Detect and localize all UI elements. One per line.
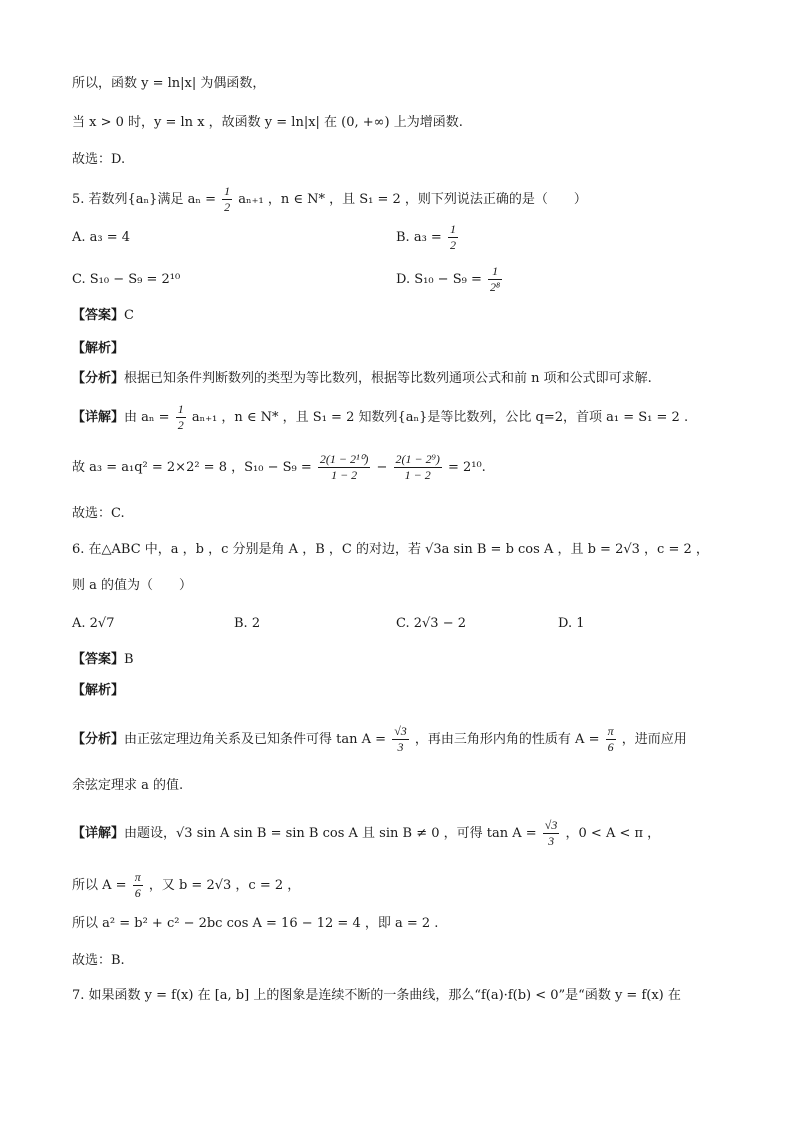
question-7-stem: 7. 如果函数 y = f(x) 在 [a, b] 上的图象是连续不断的一条曲线，那么“f(a)·f(b) < 0”是“函数 y = f(x) 在 bbox=[72, 988, 681, 1003]
stem-text: aₙ₊₁ ，n ∈ N* ，且 S₁ = 2 ，则下列说法正确的是（ ） bbox=[234, 192, 587, 207]
question-6-stem-2: 则 a 的值为（ ） bbox=[72, 578, 193, 593]
option-A: A. 2√7 bbox=[72, 616, 115, 631]
fraction: $\frac{\pi}{6}$ bbox=[607, 724, 614, 754]
answer-value: B bbox=[124, 652, 134, 667]
fraction: $\frac{√3}{3}$ bbox=[544, 818, 558, 848]
xiangjie-label: 【详解】 bbox=[72, 826, 125, 841]
question-6-stem: 6. 在△ABC 中，a ，b ，c 分别是角 A ，B ，C 的对边，若 √3a sin B = b cos A ，且 b = 2√3 ，c = 2 ， bbox=[72, 542, 709, 557]
text-line: 所以，函数 y = ln|x| 为偶函数， bbox=[72, 76, 266, 91]
option-D: D. S₁₀ − S₉ = $\frac{1}{\text{2⁸}}$ bbox=[396, 264, 501, 294]
fenxi-label: 【分析】 bbox=[72, 732, 125, 747]
fraction: $\frac{√3}{3}$ bbox=[394, 724, 407, 754]
analysis-label: 【解析】 bbox=[72, 341, 125, 356]
answer-line bbox=[72, 306, 134, 326]
fraction: $\frac{\pi}{6}$ bbox=[134, 870, 141, 900]
xiangjie-line: 【详解】由 aₙ = $\frac{1}{2}$ aₙ₊₁ ，n ∈ N* ，且 S₁ = 2 知数列{aₙ}是等比数列，公比 q=2，首项 a₁ = S₁ = 2 . bbox=[72, 402, 689, 432]
answer-label: 【答案】 bbox=[72, 652, 125, 667]
fenxi-line: 【分析】根据已知条件判断数列的类型为等比数列，根据等比数列通项公式和前 n 项和公式即可求解. bbox=[72, 371, 652, 386]
option-B: B. a₃ = $\frac{1}{2}$ bbox=[396, 222, 456, 252]
fraction: $\frac{1}{2}$ bbox=[177, 402, 184, 432]
answer-line bbox=[72, 650, 134, 670]
analysis-label: 【解析】 bbox=[72, 683, 125, 698]
fenxi-line-2: 余弦定理求 a 的值. bbox=[72, 778, 184, 793]
fraction: $\frac{\text{2(1 − 2⁹)}}{1 - 2}$ bbox=[395, 452, 440, 482]
option-B: B. 2 bbox=[234, 616, 261, 631]
text-line: 当 x > 0 时，y = ln x ，故函数 y = ln|x| 在 (0, +∞) 上为增函数. bbox=[72, 115, 463, 130]
fraction: $\frac{1}{\text{2⁸}}$ bbox=[489, 264, 501, 294]
fraction: $\frac{1}{2}$ bbox=[449, 222, 456, 252]
fenxi-label: 【分析】 bbox=[72, 371, 125, 386]
fraction: $\frac{1}{2}$ bbox=[224, 184, 231, 214]
fraction: $\frac{\text{2(1 − 2¹⁰)}}{1 - 2}$ bbox=[319, 452, 369, 482]
so-line-2: 所以 a² = b² + c² − 2bc cos A = 16 − 12 = 4 ，即 a = 2 . bbox=[72, 916, 439, 931]
option-C: C. 2√3 − 2 bbox=[396, 616, 467, 631]
fenxi-line: 【分析】由正弦定理边角关系及已知条件可得 tan A = $\frac{√3}{3}$ ，再由三角形内角的性质有 A = $\frac{\pi}{6}$ ，进而应用 bbox=[72, 724, 687, 754]
so-line: 所以 A = $\frac{\pi}{6}$ ，又 b = 2√3 ，c = 2 ， bbox=[72, 870, 301, 900]
option-C: C. S₁₀ − S₉ = 2¹⁰ bbox=[72, 272, 181, 287]
answer-value: C bbox=[124, 308, 134, 323]
stem-text: 5. 若数列{aₙ}满足 aₙ = bbox=[72, 192, 221, 207]
calc-line: 故 a₃ = a₁q² = 2×2² = 8 ，S₁₀ − S₉ = $\frac{\text{2(1 − 2¹⁰)}}{1 - 2}$ − $\frac{\text{2(1 − 2⁹)}}{1 - 2}$ = 2¹⁰. bbox=[72, 452, 486, 482]
choose-line: 故选：B. bbox=[72, 953, 125, 968]
answer-label: 【答案】 bbox=[72, 308, 125, 323]
option-D: D. 1 bbox=[558, 616, 585, 631]
question-5-stem bbox=[72, 184, 587, 215]
choose-line: 故选：D. bbox=[72, 152, 126, 167]
choose-line: 故选：C. bbox=[72, 506, 125, 521]
option-A: A. a₃ = 4 bbox=[72, 230, 131, 245]
xiangjie-line: 【详解】由题设，√3 sin A sin B = sin B cos A 且 sin B ≠ 0 ，可得 tan A = $\frac{√3}{3}$ ，0 < A < π ， bbox=[72, 818, 661, 848]
xiangjie-label: 【详解】 bbox=[72, 410, 125, 425]
